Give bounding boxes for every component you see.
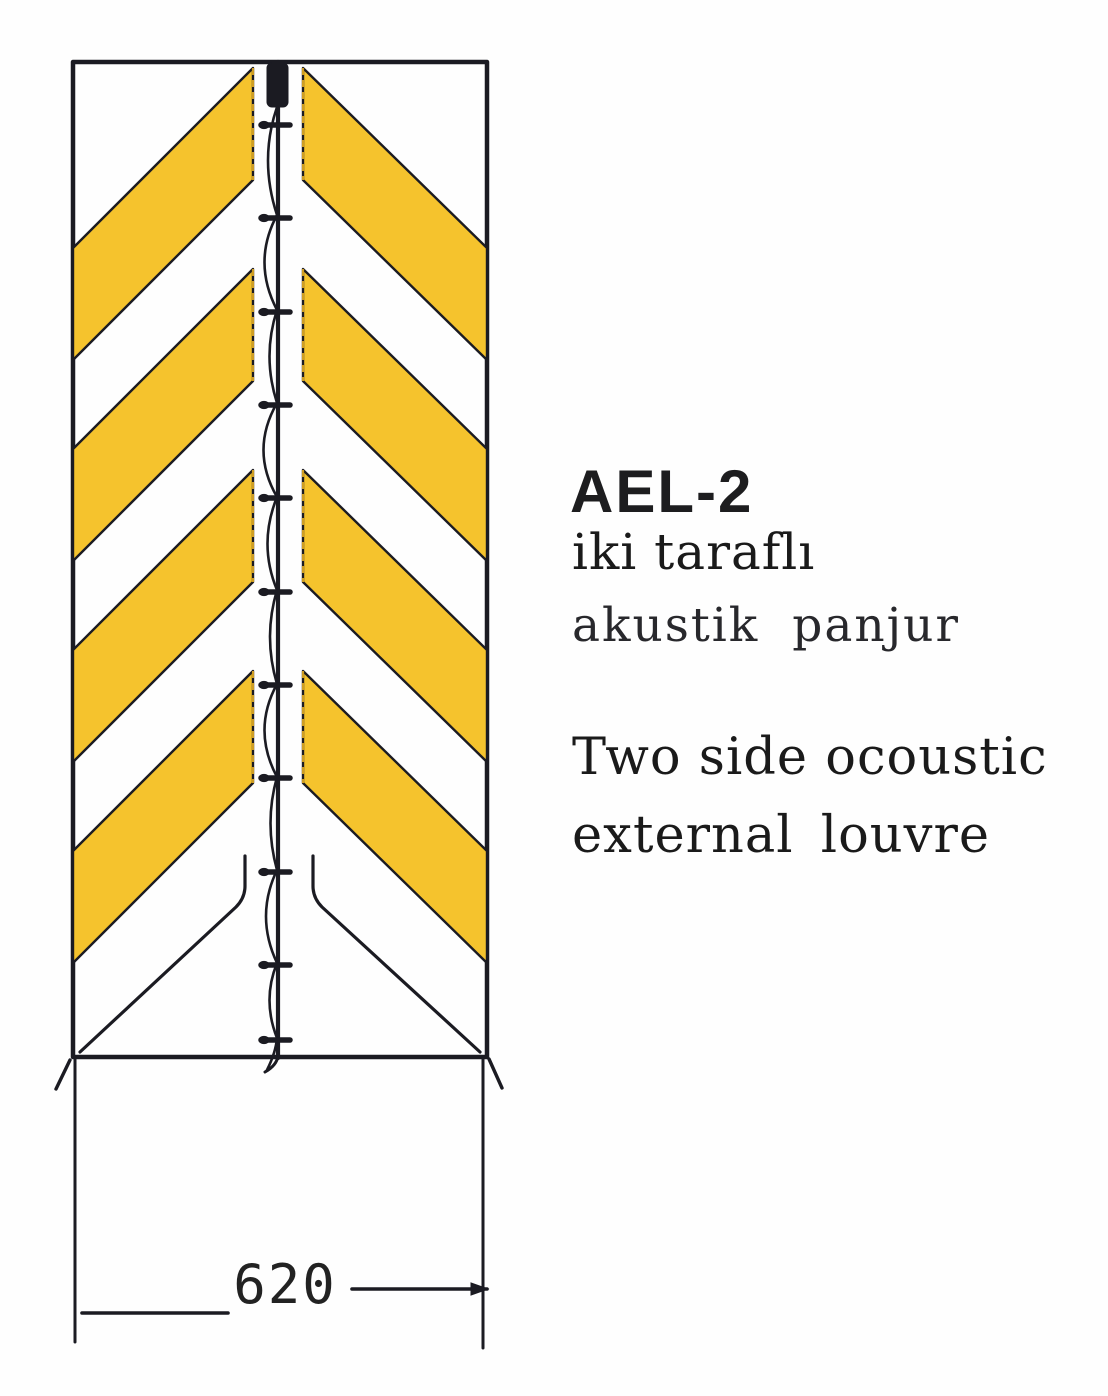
corner-tick-right	[489, 1059, 502, 1088]
corner-tick-left	[56, 1060, 70, 1089]
chevron-stripes-right	[303, 68, 487, 963]
chevron-stripes-left	[73, 68, 253, 963]
panel-code-label: AEL-2	[570, 458, 754, 525]
top-fixing-bracket	[267, 63, 288, 107]
subtitle-turkish-line1: iki taraflı	[572, 523, 816, 581]
width-dimension-label: 620	[233, 1253, 337, 1316]
subtitle-turkish-line2: akustik panjur	[572, 598, 960, 653]
subtitle-english-line2: external louvre	[572, 806, 991, 865]
subtitle-english-line1: Two side ocoustic	[572, 728, 1048, 787]
dimension-arrowhead	[471, 1283, 488, 1295]
